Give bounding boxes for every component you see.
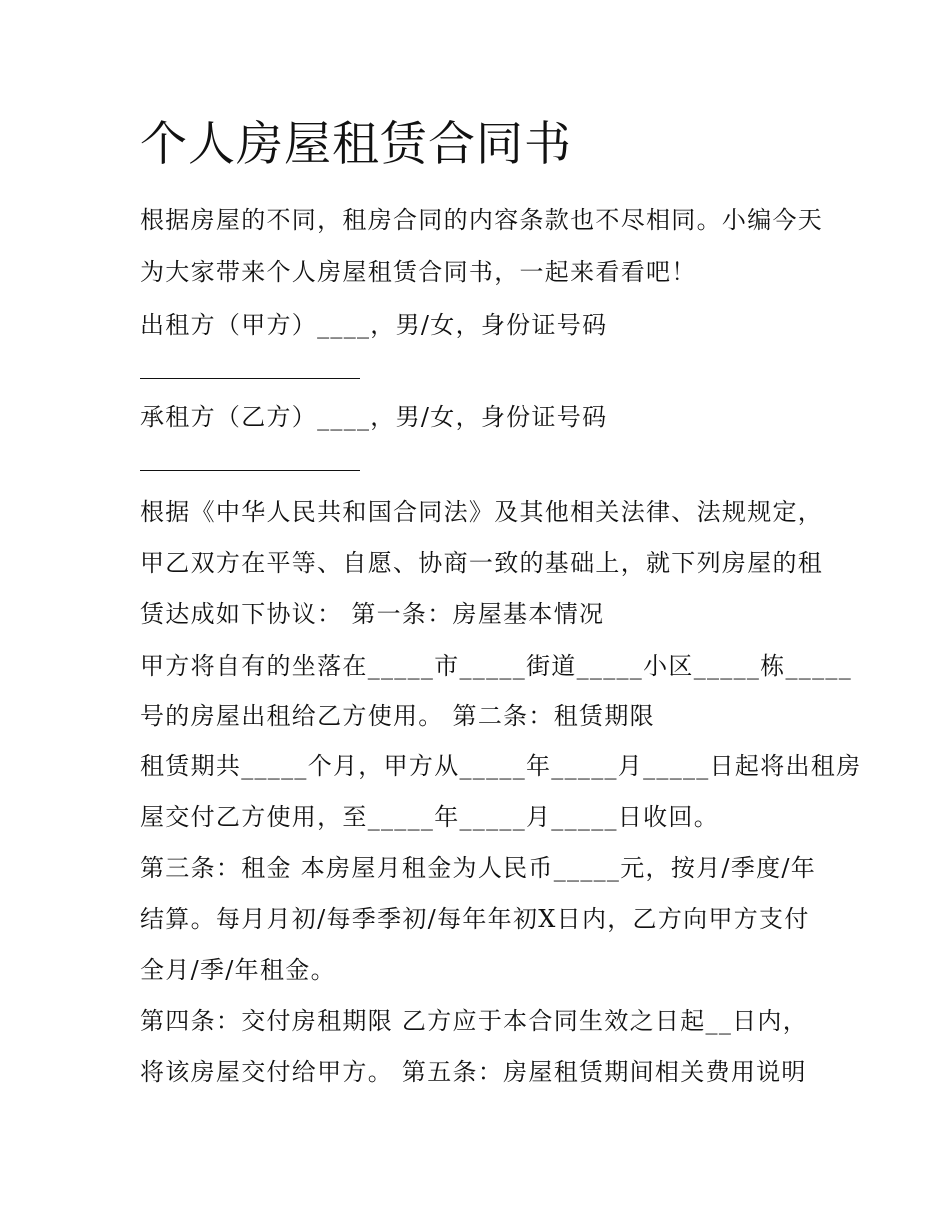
document-title: 个人房屋租赁合同书: [140, 117, 572, 172]
paragraph-line: 租赁期共_____个月，甲方从_____年_____月_____日起将出租房: [140, 752, 862, 780]
paragraph-line: 第三条：租金 本房屋月租金为人民币_____元，按月/季度/年: [140, 854, 817, 882]
id-number-blank: [140, 470, 360, 471]
paragraph-line: 甲方将自有的坐落在_____市_____街道_____小区_____栋_____: [140, 652, 852, 680]
paragraph-line: 承租方（乙方）____，男/女，身份证号码: [140, 403, 608, 431]
paragraph-line: 根据《中华人民共和国合同法》及其他相关法律、法规规定，: [140, 498, 824, 526]
paragraph-line: 全月/季/年租金。: [140, 956, 336, 984]
paragraph-line: 出租方（甲方）____，男/女，身份证号码: [140, 311, 608, 339]
paragraph-line: 第四条：交付房租期限 乙方应于本合同生效之日起__日内，: [140, 1007, 809, 1035]
id-number-blank: [140, 378, 360, 379]
paragraph-line: 将该房屋交付给甲方。 第五条：房屋租赁期间相关费用说明: [140, 1058, 807, 1086]
paragraph-line: 赁达成如下协议： 第一条：房屋基本情况: [140, 600, 605, 628]
paragraph-line: 屋交付乙方使用，至_____年_____月_____日收回。: [140, 803, 719, 831]
paragraph-line: 结算。每月月初/每季季初/每年年初X日内，乙方向甲方支付: [140, 905, 810, 933]
paragraph-line: 号的房屋出租给乙方使用。 第二条：租赁期限: [140, 702, 655, 730]
paragraph-line: 甲乙双方在平等、自愿、协商一致的基础上，就下列房屋的租: [140, 549, 824, 577]
paragraph-line: 为大家带来个人房屋租赁合同书，一起来看看吧！: [140, 258, 697, 286]
paragraph-line: 根据房屋的不同，租房合同的内容条款也不尽相同。小编今天: [140, 206, 824, 234]
